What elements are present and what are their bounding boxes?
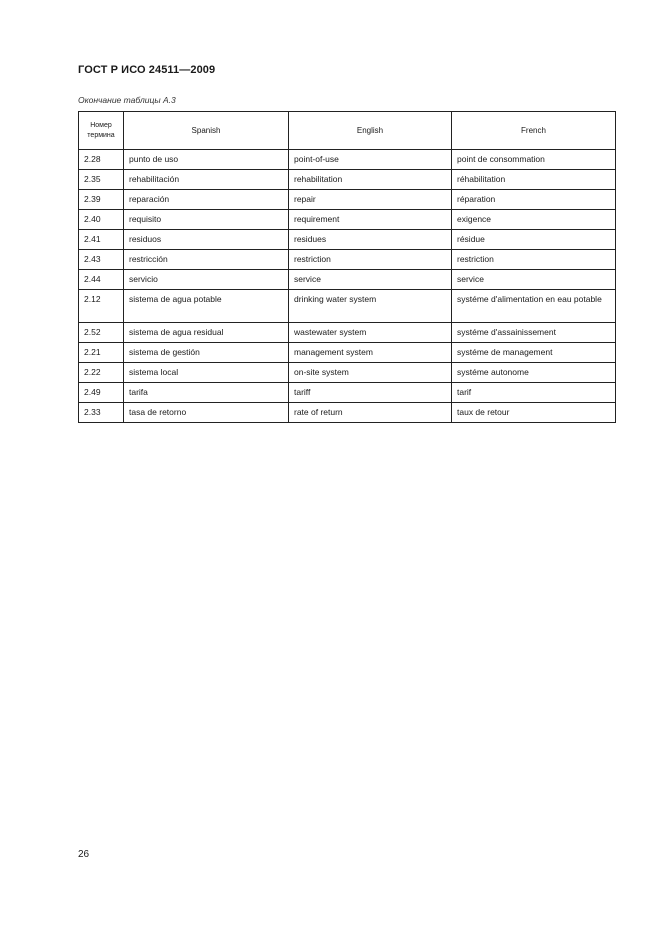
table-header-row — [79, 112, 616, 150]
term-french: systéme autonome — [452, 363, 616, 383]
term-english: rate of return — [289, 403, 452, 423]
table-row — [79, 323, 616, 343]
document-title: ГОСТ Р ИСО 24511—2009 — [78, 64, 216, 76]
table-row — [79, 403, 616, 423]
term-french: résidue — [452, 230, 616, 250]
table-row — [79, 250, 616, 270]
term-french: exigence — [452, 210, 616, 230]
term-spanish: restricción — [124, 250, 289, 270]
column-header-spanish: Spanish — [124, 112, 289, 150]
column-header-english: English — [289, 112, 452, 150]
term-number: 2.52 — [79, 323, 124, 343]
term-spanish: sistema de agua residual — [124, 323, 289, 343]
term-number: 2.40 — [79, 210, 124, 230]
term-spanish: sistema de gestión — [124, 343, 289, 363]
term-english: restriction — [289, 250, 452, 270]
table-row — [79, 230, 616, 250]
term-english: repair — [289, 190, 452, 210]
term-spanish: rehabilitación — [124, 170, 289, 190]
terms-table — [78, 111, 616, 423]
term-spanish: tasa de retorno — [124, 403, 289, 423]
table-row — [79, 210, 616, 230]
term-spanish: sistema de agua potable — [124, 290, 289, 323]
term-spanish: punto de uso — [124, 150, 289, 170]
term-number: 2.39 — [79, 190, 124, 210]
term-english: rehabilitation — [289, 170, 452, 190]
table-row — [79, 290, 616, 323]
term-english: on-site system — [289, 363, 452, 383]
term-number: 2.49 — [79, 383, 124, 403]
table-caption: Окончание таблицы А.3 — [78, 95, 176, 105]
table-row — [79, 190, 616, 210]
table-row — [79, 363, 616, 383]
term-number: 2.41 — [79, 230, 124, 250]
term-number: 2.35 — [79, 170, 124, 190]
term-english: residues — [289, 230, 452, 250]
term-english: tariff — [289, 383, 452, 403]
term-number: 2.28 — [79, 150, 124, 170]
term-french: réhabilitation — [452, 170, 616, 190]
term-french: systéme d'assainissement — [452, 323, 616, 343]
term-number: 2.43 — [79, 250, 124, 270]
term-french: systéme d'alimentation en eau potable — [452, 290, 616, 323]
term-french: service — [452, 270, 616, 290]
term-english: drinking water system — [289, 290, 452, 323]
term-spanish: requisito — [124, 210, 289, 230]
page-number: 26 — [78, 849, 90, 860]
column-header-french: French — [452, 112, 616, 150]
term-spanish: reparación — [124, 190, 289, 210]
table-row — [79, 343, 616, 363]
term-spanish: sistema local — [124, 363, 289, 383]
term-french: taux de retour — [452, 403, 616, 423]
term-english: point-of-use — [289, 150, 452, 170]
term-spanish: residuos — [124, 230, 289, 250]
table-row — [79, 150, 616, 170]
term-spanish: tarifa — [124, 383, 289, 403]
table-row — [79, 170, 616, 190]
term-french: systéme de management — [452, 343, 616, 363]
term-english: management system — [289, 343, 452, 363]
term-number: 2.33 — [79, 403, 124, 423]
term-number: 2.22 — [79, 363, 124, 383]
table-row — [79, 270, 616, 290]
table-row — [79, 383, 616, 403]
term-english: service — [289, 270, 452, 290]
term-french: tarif — [452, 383, 616, 403]
term-english: wastewater system — [289, 323, 452, 343]
term-number: 2.21 — [79, 343, 124, 363]
term-english: requirement — [289, 210, 452, 230]
term-french: restriction — [452, 250, 616, 270]
term-number: 2.44 — [79, 270, 124, 290]
term-number: 2.12 — [79, 290, 124, 323]
column-header-number: Номер термина — [79, 112, 124, 150]
term-spanish: servicio — [124, 270, 289, 290]
term-french: réparation — [452, 190, 616, 210]
term-french: point de consommation — [452, 150, 616, 170]
